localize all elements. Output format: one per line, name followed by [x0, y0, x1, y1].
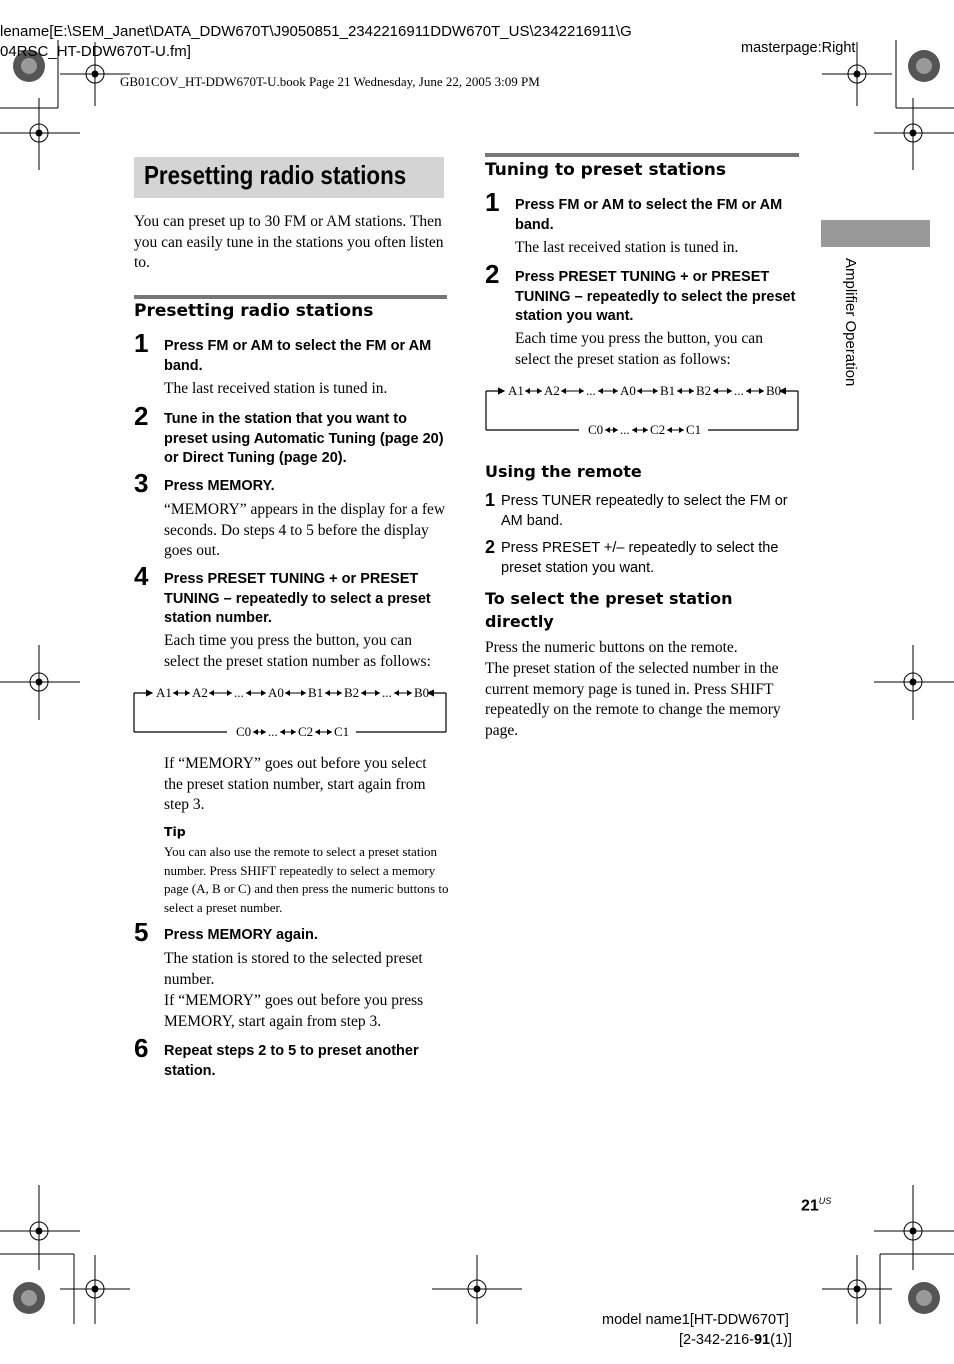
tip-text: You can also use the remote to select a preset station number. Press SHIFT repeatedly to select a memory page (A, B or C) and then press the numeric buttons to select a preset number. — [164, 844, 449, 915]
intro-paragraph: You can preset up to 30 FM or AM stations. Then you can easily tune in the stations you often listen to. — [134, 213, 444, 271]
step-description: “MEMORY” appears in the display for a few seconds. Do steps 4 to 5 before the display goes out. — [164, 501, 446, 559]
step-number: 6 — [134, 1033, 149, 1063]
preset-label: ... — [382, 685, 392, 700]
step-instruction: Press FM or AM to select the FM or AM band. — [515, 197, 783, 233]
preset-label: ... — [620, 422, 630, 437]
step-instruction: Press PRESET TUNING + or PRESET TUNING – repeatedly to select the preset station you want. — [515, 269, 796, 324]
page-number — [801, 1196, 831, 1215]
step-description-2: If “MEMORY” goes out before you press MEMORY, start again from step 3. — [164, 992, 424, 1030]
step-number: 3 — [134, 468, 149, 498]
remote-step-number: 2 — [485, 537, 496, 557]
preset-label: B1 — [660, 383, 676, 398]
preset-label: ... — [734, 383, 744, 398]
step-number: 1 — [485, 187, 500, 217]
preset-label: C2 — [650, 422, 666, 437]
step-note: If “MEMORY” goes out before you select the preset station number, start again from step 3. — [164, 755, 427, 813]
preset-label: A0 — [620, 383, 636, 398]
preset-label: A1 — [508, 383, 524, 398]
preset-label: C0 — [236, 724, 252, 739]
section-title-tuning: Tuning to preset stations — [485, 160, 727, 180]
preset-label: A2 — [544, 383, 560, 398]
preset-label: C1 — [334, 724, 350, 739]
preset-label: C0 — [588, 422, 604, 437]
masterpage-label: masterpage:Right — [741, 40, 856, 56]
direct-text-1: Press the numeric buttons on the remote. — [485, 639, 738, 656]
footer-part-pre: [2-342-216- — [679, 1332, 754, 1348]
book-info: GB01COV_HT-DDW670T-U.book Page 21 Wednesday, June 22, 2005 3:09 PM — [120, 74, 540, 89]
filename-line-1: lename[E:\SEM_Janet\DATA_DDW670T\J9050851_2342216911DDW670T_US\2342216911\G — [0, 23, 632, 40]
tip-label: Tip — [164, 824, 186, 839]
direct-text-2: The preset station of the selected number in the current memory page is tuned in. Press SHIFT repeatedly on the remote to change the memory page. — [485, 660, 781, 739]
remote-subtitle: Using the remote — [485, 462, 642, 481]
step-number: 2 — [134, 401, 149, 431]
preset-cycle-diagram-left — [130, 680, 450, 740]
step-description: Each time you press the button, you can select the preset station as follows: — [515, 330, 763, 368]
side-tab — [821, 220, 930, 247]
footer-part-number — [679, 1332, 792, 1348]
page-number-value: 21 — [801, 1197, 819, 1215]
preset-label: A2 — [192, 685, 208, 700]
step-number: 2 — [485, 259, 500, 289]
preset-label: B0 — [766, 383, 782, 398]
footer-part-bold: 91 — [753, 1332, 771, 1348]
step-instruction: Repeat steps 2 to 5 to preset another station. — [164, 1043, 419, 1079]
remote-step-number: 1 — [485, 490, 496, 510]
section-rule-left — [134, 295, 447, 299]
step-description: The last received station is tuned in. — [515, 239, 739, 256]
preset-label: B2 — [344, 685, 360, 700]
step-instruction: Press FM or AM to select the FM or AM band. — [164, 338, 432, 374]
step-instruction: Press MEMORY. — [164, 478, 275, 494]
preset-label: ... — [234, 685, 244, 700]
preset-cycle-diagram-right — [482, 378, 802, 438]
side-section-label: Amplifier Operation — [842, 258, 859, 387]
step-instruction: Tune in the station that you want to preset using Automatic Tuning (page 20) or Direct Tuning (page 20). — [164, 411, 444, 466]
step-number: 4 — [134, 561, 149, 591]
step-description: The station is stored to the selected preset number. — [164, 950, 423, 988]
footer-part-post: (1)] — [770, 1332, 792, 1348]
preset-label: A0 — [268, 685, 284, 700]
preset-label: A1 — [156, 685, 172, 700]
step-number: 5 — [134, 917, 149, 947]
preset-label: B2 — [696, 383, 712, 398]
remote-step-text: Press PRESET +/– repeatedly to select the preset station you want. — [501, 540, 779, 576]
remote-step-text: Press TUNER repeatedly to select the FM or AM band. — [501, 493, 788, 529]
preset-label: C2 — [298, 724, 314, 739]
preset-label: B0 — [414, 685, 430, 700]
section-rule-right — [485, 153, 799, 157]
page-title-box — [134, 157, 444, 198]
footer-model-name: model name1[HT-DDW670T] — [602, 1312, 789, 1328]
step-number: 1 — [134, 328, 149, 358]
step-description: The last received station is tuned in. — [164, 380, 388, 397]
step-description: Each time you press the button, you can select the preset station number as follows: — [164, 632, 431, 670]
preset-label: B1 — [308, 685, 324, 700]
preset-label: ... — [268, 724, 278, 739]
direct-subtitle: To select the preset station directly — [485, 589, 733, 631]
section-title-presetting: Presetting radio stations — [134, 301, 374, 321]
step-instruction: Press MEMORY again. — [164, 927, 318, 943]
page-title: Presetting radio stations — [144, 160, 407, 190]
page-number-region: US — [818, 1196, 832, 1206]
preset-label: C1 — [686, 422, 702, 437]
preset-label: ... — [586, 383, 596, 398]
filename-line-2: 04RSC_HT-DDW670T-U.fm] — [0, 43, 191, 60]
step-instruction: Press PRESET TUNING + or PRESET TUNING – repeatedly to select a preset station number. — [164, 571, 431, 626]
